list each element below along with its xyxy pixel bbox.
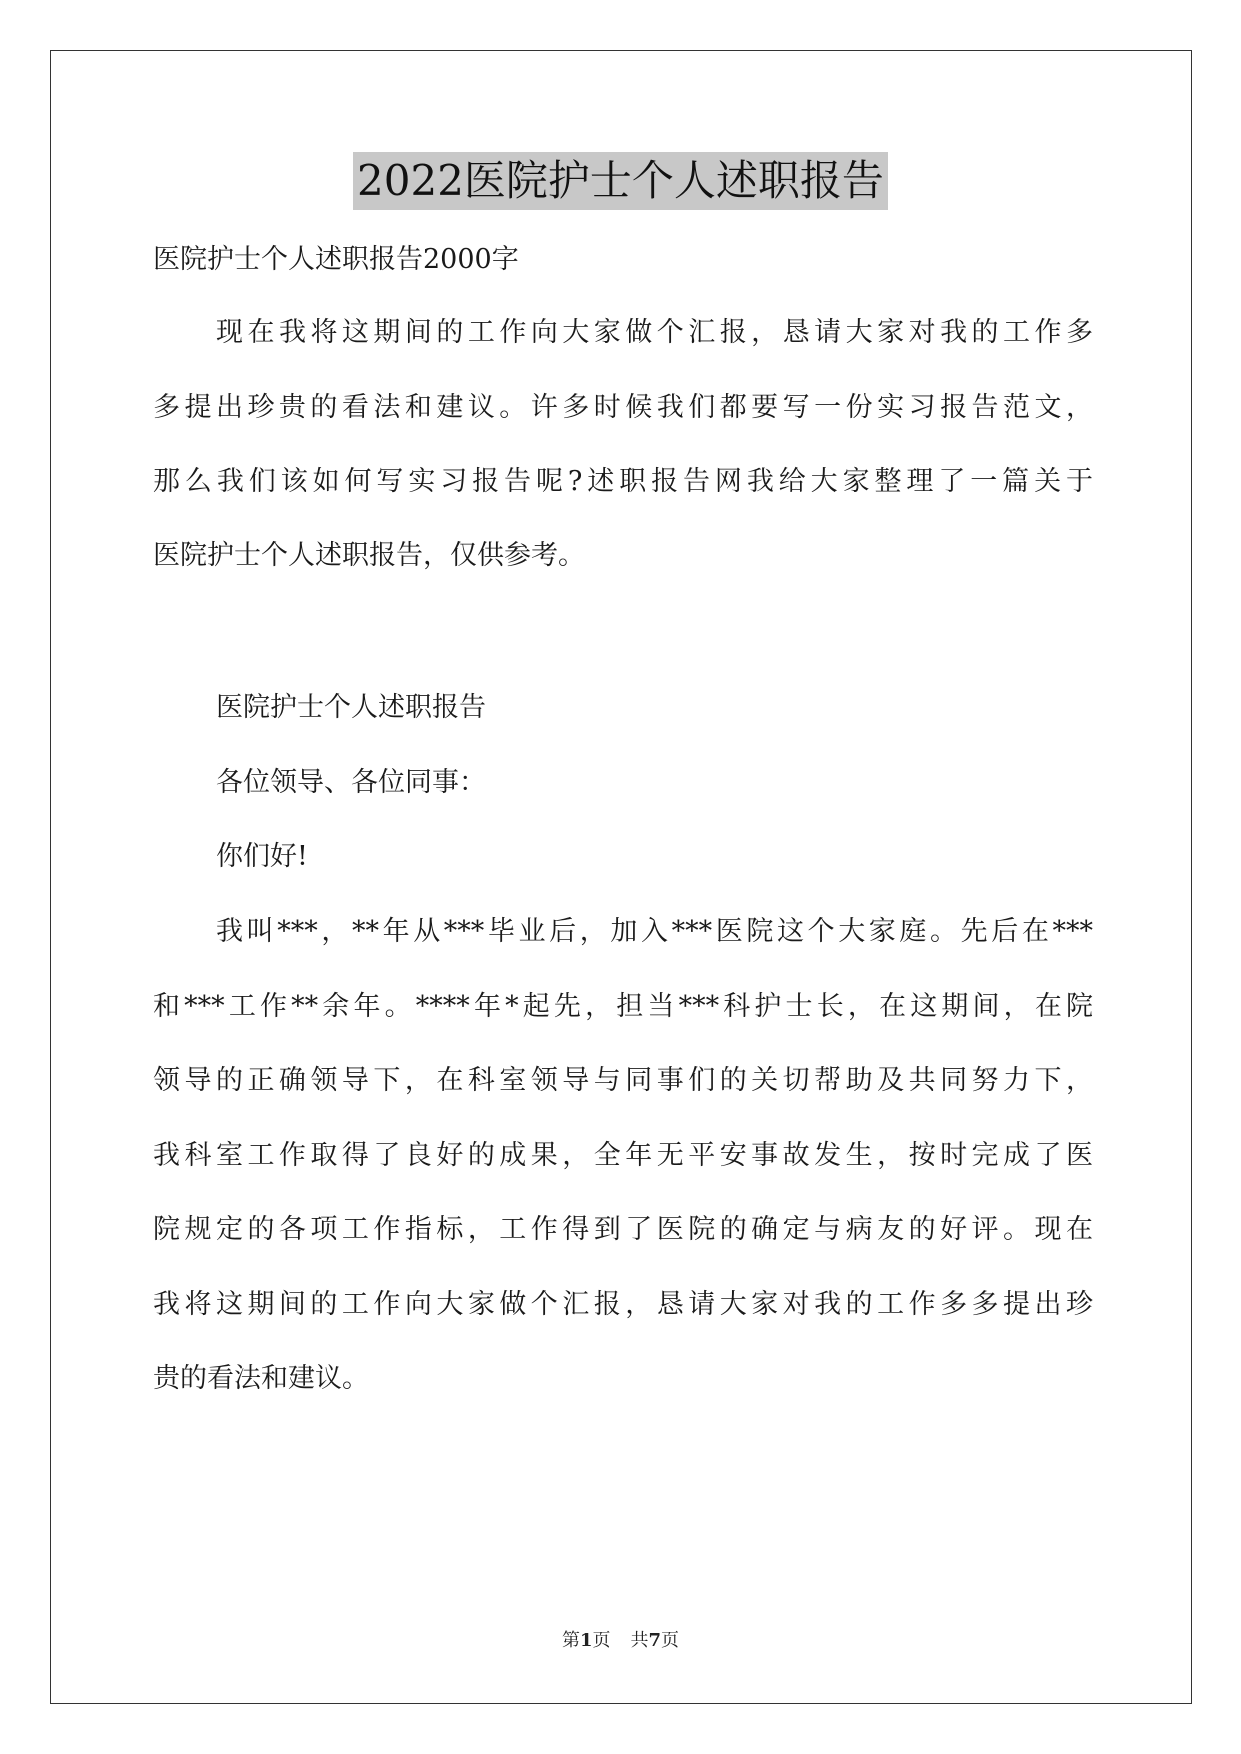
intro-line-2: 多提出珍贵的看法和建议。许多时候我们都要写一份实习报告范文， xyxy=(153,392,1093,423)
footer-page-suffix: 页 xyxy=(592,1630,611,1651)
body-line-3: 领导的正确领导下，在科室领导与同事们的关切帮助及共同努力下， xyxy=(153,1065,1093,1096)
title-container xyxy=(0,152,1241,210)
body-line-7: 贵的看法和建议。 xyxy=(153,1363,369,1394)
footer-page-number: 1 xyxy=(579,1630,593,1651)
page-border xyxy=(50,50,1192,1704)
body-line-5: 院规定的各项工作指标，工作得到了医院的确定与病友的好评。现在 xyxy=(153,1214,1093,1245)
body-line-6: 我将这期间的工作向大家做个汇报，恳请大家对我的工作多多提出珍 xyxy=(153,1289,1093,1320)
body-line-1: 我叫***，**年从***毕业后，加入***医院这个大家庭。先后在*** xyxy=(216,916,1093,947)
report-heading: 医院护士个人述职报告 xyxy=(216,692,486,723)
body-line-4: 我科室工作取得了良好的成果，全年无平安事故发生，按时完成了医 xyxy=(153,1140,1093,1171)
body-line-2: 和***工作**余年。****年*起先，担当***科护士长，在这期间，在院 xyxy=(153,991,1093,1022)
footer-page-prefix: 第 xyxy=(561,1630,580,1651)
document-subtitle: 医院护士个人述职报告2000字 xyxy=(153,244,519,275)
salutation: 各位领导、各位同事： xyxy=(216,767,486,798)
page-footer xyxy=(0,1629,1241,1653)
intro-line-1: 现在我将这期间的工作向大家做个汇报，恳请大家对我的工作多 xyxy=(216,317,1093,348)
document-title: 2022医院护士个人述职报告 xyxy=(353,152,888,210)
intro-line-3: 那么我们该如何写实习报告呢?述职报告网我给大家整理了一篇关于 xyxy=(153,466,1093,497)
greeting: 你们好! xyxy=(216,841,308,872)
footer-total-suffix: 页 xyxy=(661,1630,680,1651)
footer-total-number: 7 xyxy=(648,1630,662,1651)
intro-line-4: 医院护士个人述职报告，仅供参考。 xyxy=(153,540,585,571)
footer-total-prefix: 共 xyxy=(630,1630,649,1651)
